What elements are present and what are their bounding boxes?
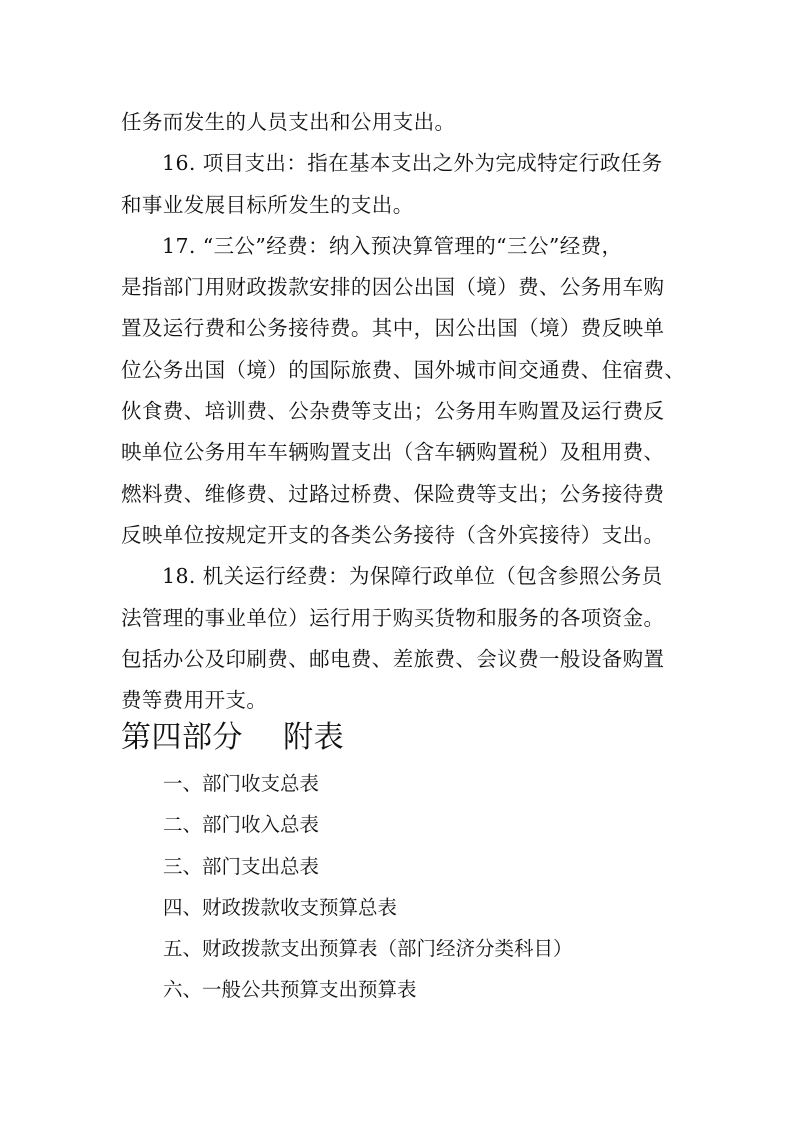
section-heading: 第四部分 附表 [121, 720, 345, 755]
paragraph-17-line: 是指部门用财政拨款安排的因公出国（境）费、公务用车购 [121, 275, 665, 300]
paragraph-17-line: 位公务出国（境）的国际旅费、国外城市间交通费、住宿费、 [121, 357, 686, 382]
appendix-item: 三、部门支出总表 [163, 854, 320, 878]
paragraph-18-line: 18. 机关运行经费：为保障行政单位（包含参照公务员 [162, 564, 663, 589]
appendix-item: 一、部门收支总表 [163, 772, 320, 795]
paragraph-18-line: 费等费用开支。 [121, 688, 268, 713]
appendix-item: 四、财政拨款收支预算总表 [163, 895, 398, 919]
body-text [121, 102, 686, 721]
paragraph-17-line: 置及运行费和公务接待费。其中，因公出国（境）费反映单 [121, 316, 665, 341]
appendix-item: 六、一般公共预算支出预算表 [163, 978, 417, 1002]
appendix-item: 五、财政拨款支出预算表（部门经济分类科目） [163, 937, 573, 961]
paragraph-17-line: 17. “三公”经费：纳入预决算管理的“三公”经费， [162, 233, 623, 258]
appendix-item: 二、部门收入总表 [163, 813, 320, 837]
paragraph-17-line: 反映单位按规定开支的各类公务接待（含外宾接待）支出。 [121, 522, 665, 547]
paragraph-17-line: 燃料费、维修费、过路过桥费、保险费等支出；公务接待费 [121, 481, 665, 506]
paragraph-18-line: 包括办公及印刷费、邮电费、差旅费、会议费一般设备购置 [121, 646, 665, 671]
paragraph-17-line: 映单位公务用车车辆购置支出（含车辆购置税）及租用费、 [121, 440, 665, 465]
paragraph-18-line: 法管理的事业单位）运行用于购买货物和服务的各项资金。 [121, 605, 665, 630]
paragraph-15-line: 任务而发生的人员支出和公用支出。 [121, 110, 456, 134]
appendix-list [163, 763, 573, 1011]
paragraph-16-line: 16. 项目支出：指在基本支出之外为完成特定行政任务 [162, 151, 663, 176]
paragraph-17-line: 伙食费、培训费、公杂费等支出；公务用车购置及运行费反 [121, 399, 665, 424]
paragraph-16-line: 和事业发展目标所发生的支出。 [121, 192, 414, 217]
